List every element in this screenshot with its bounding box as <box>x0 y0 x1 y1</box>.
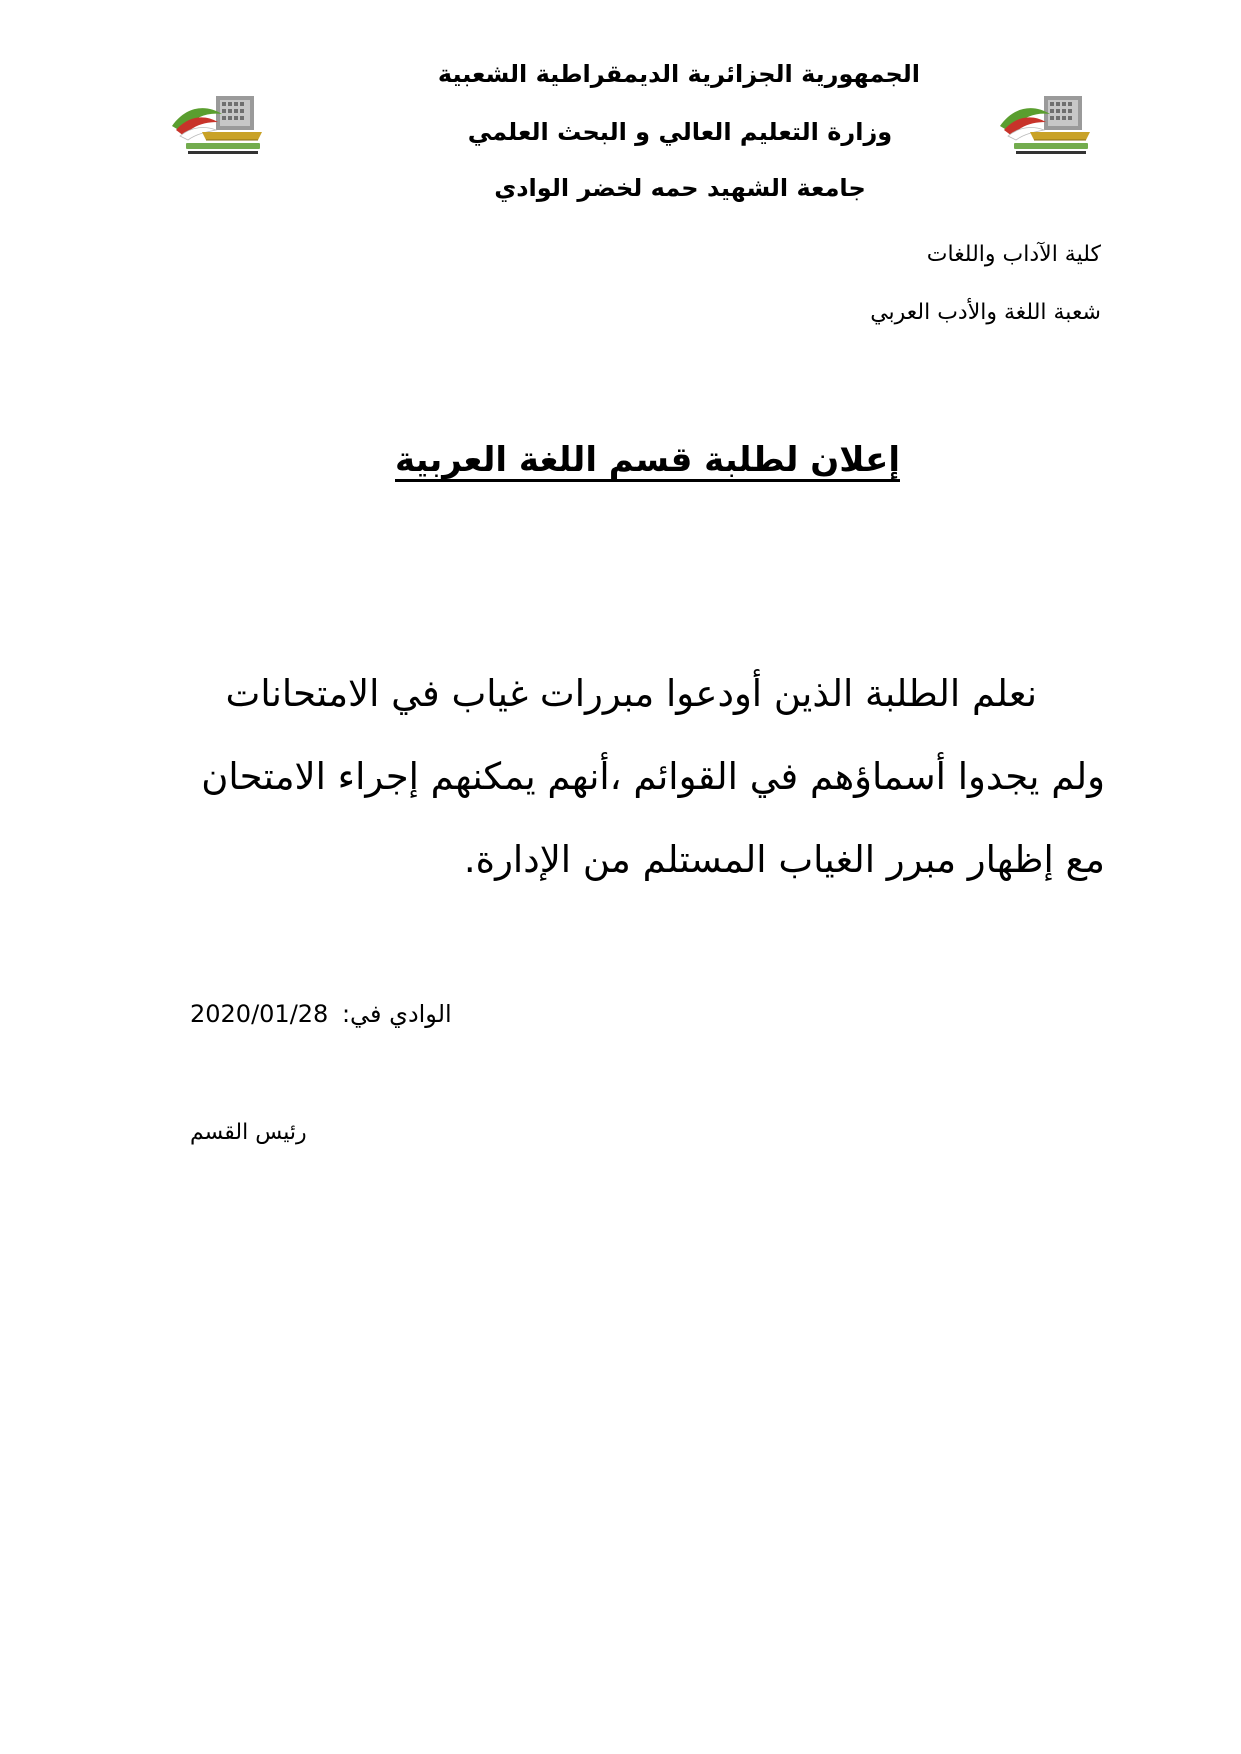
department-name: شعبة اللغة والأدب العربي <box>870 300 1101 325</box>
body-line: نعلم الطلبة الذين أودعوا مبررات غياب في الامتحانات <box>225 672 1037 715</box>
date-value: 2020/01/28 <box>190 1000 329 1028</box>
announcement-body <box>185 652 1105 901</box>
announcement-title: إعلان لطلبة قسم اللغة العربية <box>395 440 900 480</box>
faculty-block <box>870 226 1101 342</box>
university-logo-icon <box>994 92 1104 158</box>
university-logo-icon <box>166 92 276 158</box>
university-name: جامعة الشهيد حمه لخضر الوادي <box>494 174 866 202</box>
country-name: الجمهورية الجزائرية الديمقراطية الشعبية <box>437 60 920 88</box>
body-line: مع إظهار مبرر الغياب المستلم من الإدارة. <box>463 838 1105 881</box>
signature-title: رئيس القسم <box>190 1120 307 1145</box>
date-label: الوادي في: <box>341 1000 452 1028</box>
date-line <box>190 1000 452 1028</box>
ministry-name: وزارة التعليم العالي و البحث العلمي <box>467 118 893 146</box>
body-line: ولم يجدوا أسماؤهم في القوائم ،أنهم يمكنهم إجراء الامتحان <box>201 755 1105 798</box>
faculty-name: كلية الآداب واللغات <box>926 242 1101 267</box>
